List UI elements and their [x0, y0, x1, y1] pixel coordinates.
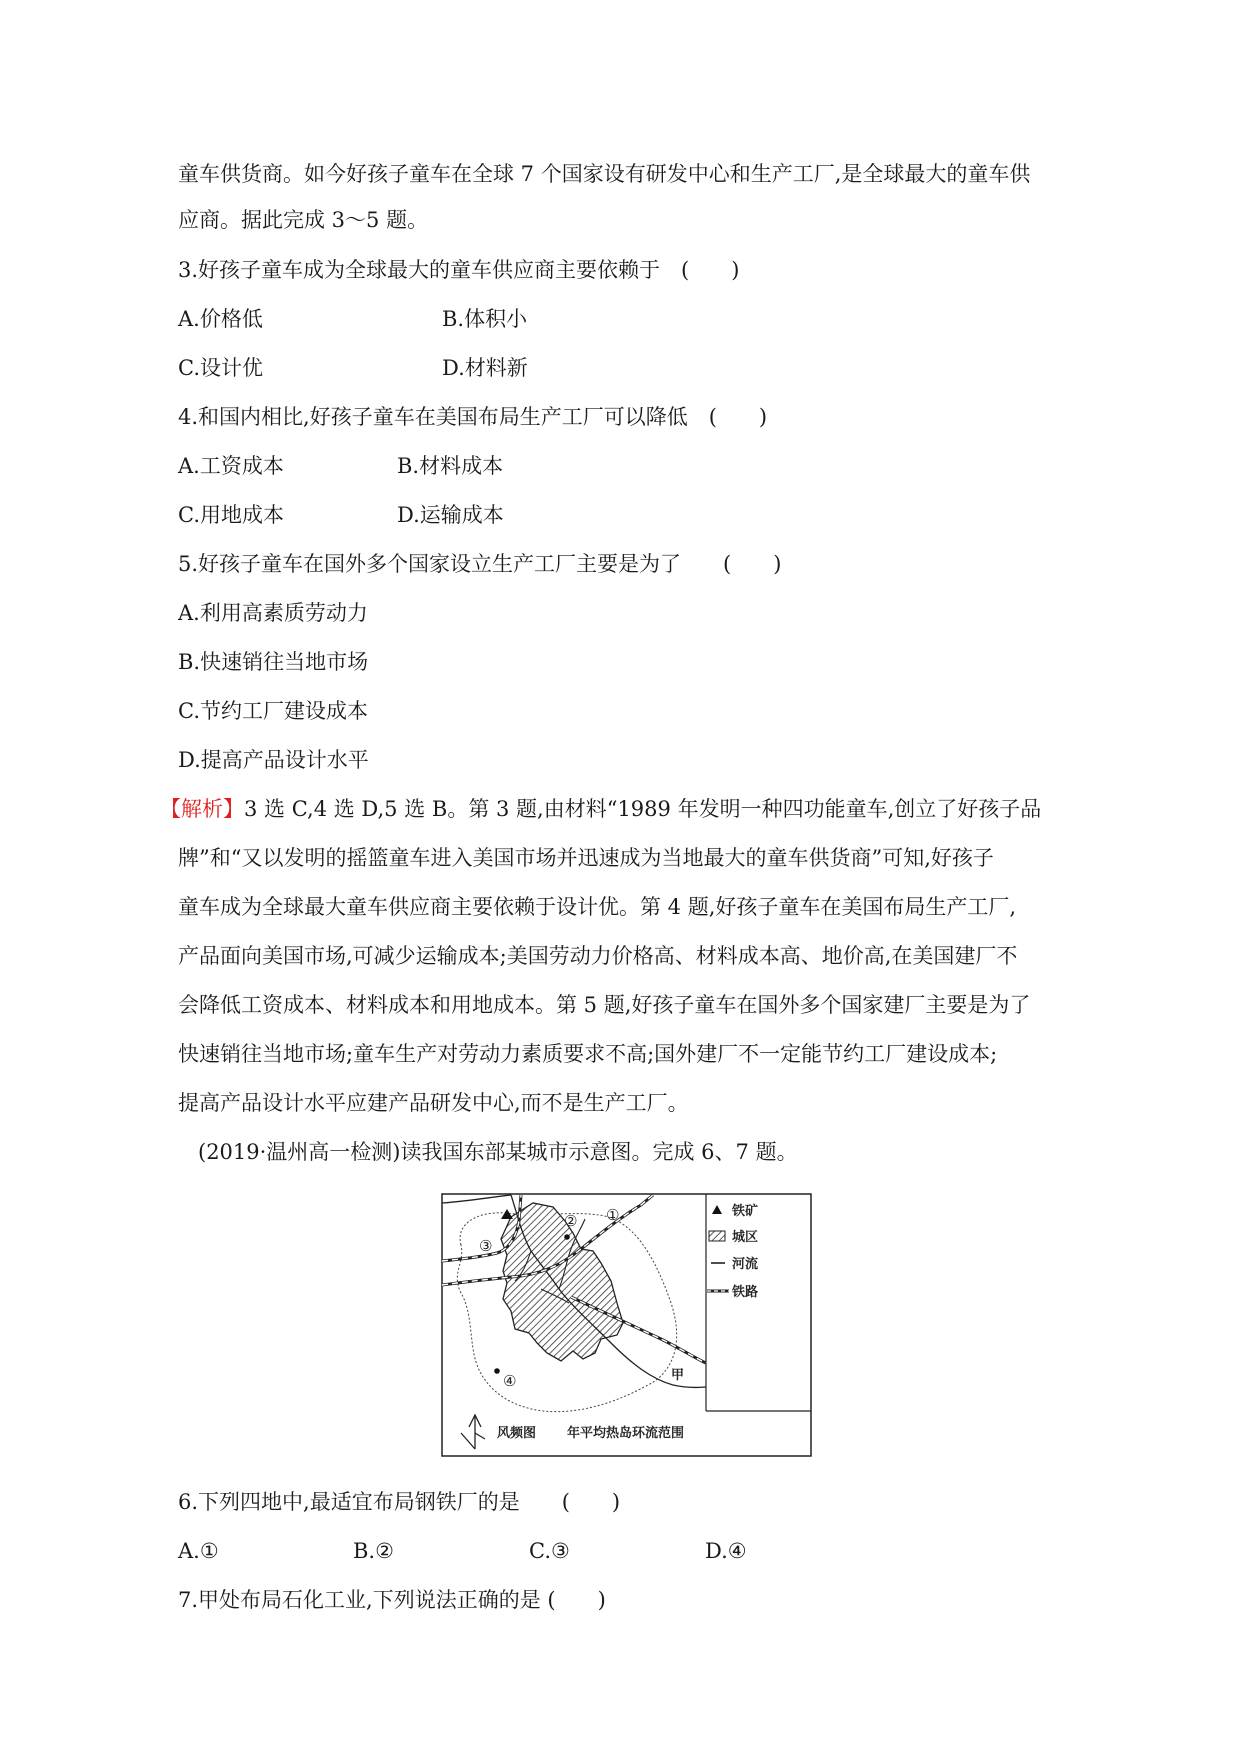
legend-city-icon	[709, 1231, 725, 1241]
analysis-line-7: 提高产品设计水平应建产品研发中心,而不是生产工厂。	[178, 1091, 689, 1115]
legend-railway-label: 铁路	[732, 1285, 759, 1300]
q3-option-c: C.设计优	[178, 356, 263, 380]
analysis-line-6: 快速销往当地市场;童车生产对劳动力素质要求不高;国外建厂不一定能节约工厂建设成本;	[178, 1042, 998, 1066]
city-map-figure	[441, 1193, 812, 1457]
q6-stem: 6.下列四地中,最适宜布局钢铁厂的是 ( )	[178, 1490, 621, 1514]
legend-river-label: 河流	[732, 1257, 759, 1272]
q5-option-b: B.快速销往当地市场	[178, 650, 369, 674]
site-2-label: ②	[564, 1212, 578, 1230]
q7-stem: 7.甲处布局石化工业,下列说法正确的是 ( )	[178, 1588, 606, 1612]
analysis-line-4: 产品面向美国市场,可减少运输成本;美国劳动力价格高、材料成本高、地价高,在美国建厂不	[178, 944, 1018, 968]
wind-rose-label: 风频图	[497, 1426, 537, 1441]
intro-q6-7: (2019·温州高一检测)读我国东部某城市示意图。完成 6、7 题。	[198, 1140, 798, 1164]
site-2-dot	[564, 1234, 570, 1240]
analysis-line-1: 【解析】3 选 C,4 选 D,5 选 B。第 3 题,由材料“1989 年发明一种四功能童车,创立了好孩子品	[160, 797, 1042, 821]
q3-option-d: D.材料新	[442, 356, 528, 380]
analysis-line-2: 牌”和“又以发明的摇篮童车进入美国市场并迅速成为当地最大的童车供货商”可知,好孩子	[178, 846, 994, 870]
legend-iron-label: 铁矿	[732, 1204, 759, 1219]
q4-option-a: A.工资成本	[178, 454, 284, 478]
heat-island-label: 年平均热岛环流范围	[567, 1426, 685, 1441]
q6-option-b: B.②	[353, 1539, 394, 1563]
q3-option-a: A.价格低	[178, 307, 263, 331]
analysis-line-3: 童车成为全球最大童车供应商主要依赖于设计优。第 4 题,好孩子童车在美国布局生产工厂,	[178, 895, 1017, 919]
intro-line-1: 童车供货商。如今好孩子童车在全球 7 个国家设有研发中心和生产工厂,是全球最大的童车供	[178, 162, 1031, 186]
site-3-label: ③	[479, 1237, 493, 1255]
site-1-label: ①	[606, 1206, 620, 1224]
q4-option-d: D.运输成本	[397, 503, 504, 527]
q4-option-b: B.材料成本	[397, 454, 504, 478]
site-4-label: ④	[503, 1372, 517, 1390]
legend-city-label: 城区	[732, 1230, 759, 1245]
intro-line-2: 应商。据此完成 3～5 题。	[178, 208, 429, 232]
analysis-line-5: 会降低工资成本、材料成本和用地成本。第 5 题,好孩子童车在国外多个国家建厂主要是为了	[178, 993, 1031, 1017]
site-4-dot	[494, 1368, 500, 1374]
site-jia-label: 甲	[671, 1368, 685, 1383]
q5-option-d: D.提高产品设计水平	[178, 748, 369, 772]
q5-option-a: A.利用高素质劳动力	[178, 601, 368, 625]
analysis-tag: 【解析】	[160, 797, 244, 821]
q5-option-c: C.节约工厂建设成本	[178, 699, 368, 723]
q4-stem: 4.和国内相比,好孩子童车在美国布局生产工厂可以降低 ( )	[178, 405, 768, 429]
q5-stem: 5.好孩子童车在国外多个国家设立生产工厂主要是为了 ( )	[178, 552, 782, 576]
q4-option-c: C.用地成本	[178, 503, 284, 527]
q6-option-c: C.③	[529, 1539, 570, 1563]
q6-option-a: A.①	[178, 1539, 219, 1563]
q3-stem: 3.好孩子童车成为全球最大的童车供应商主要依赖于 ( )	[178, 258, 740, 282]
q6-option-d: D.④	[705, 1539, 747, 1563]
q3-option-b: B.体积小	[442, 307, 528, 331]
